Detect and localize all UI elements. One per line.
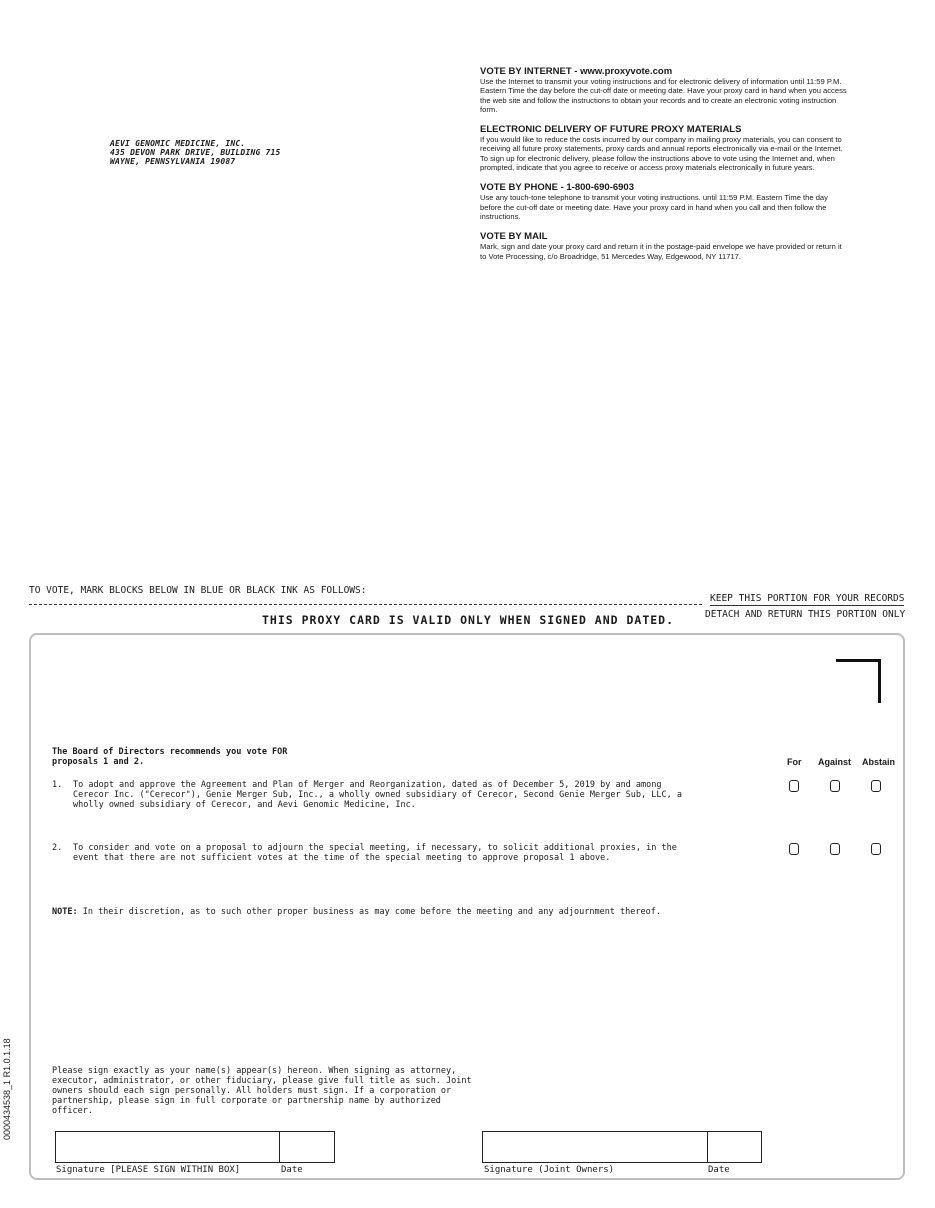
vote-by-mail-heading: VOTE BY MAIL <box>480 231 548 243</box>
electronic-delivery-heading: ELECTRONIC DELIVERY OF FUTURE PROXY MATERIALS <box>480 124 742 136</box>
proposal-1-for-checkbox[interactable] <box>789 780 799 792</box>
vote-by-phone-section <box>480 182 850 221</box>
vote-by-mail-section <box>480 231 850 261</box>
note-label: NOTE: <box>52 907 78 917</box>
document-code: 0000434538_1 R1.0.1.18 <box>2 1038 12 1140</box>
board-recommendation-line1: The Board of Directors recommends you vote FOR <box>52 747 288 757</box>
note-text: In their discretion, as to such other proper business as may come before the meeting and any adjournment thereof. <box>77 907 661 917</box>
electronic-delivery-section <box>480 124 850 172</box>
proposal-1-abstain-checkbox[interactable] <box>871 780 881 792</box>
signature-box[interactable] <box>55 1131 280 1163</box>
vote-by-phone-heading: VOTE BY PHONE - 1-800-690-6903 <box>480 182 635 194</box>
joint-signature-underline <box>482 1162 762 1163</box>
electronic-delivery-text: If you would like to reduce the costs incurred by our company in mailing proxy materials, you can consent to receiving all future proxy statements, proxy cards and annual reports electronically via e-mail or the Internet. To sign up for electronic delivery, please follow the instructions above to vote using the Internet and, when prompted, indicate that you agree to receive or access proxy materials electronically in future years. <box>480 135 843 173</box>
valid-notice: THIS PROXY CARD IS VALID ONLY WHEN SIGNED AND DATED. <box>262 613 675 627</box>
proposal-1-text: To adopt and approve the Agreement and Plan of Merger and Reorganization, dated as of December 5, 2019 by and among Cerecor Inc. ("Cerecor"), Genie Merger Sub, Inc., a wholly owned subsidiary of Cerecor, Second Genie Merger Sub, LLC, a wholly owned subsidiary of Cerecor, and Aevi Genomic Medicine, Inc. <box>73 780 682 810</box>
board-recommendation-line2: proposals 1 and 2. <box>52 756 145 767</box>
proposal-2 <box>52 843 692 863</box>
return-address <box>110 139 281 166</box>
address-city: WAYNE, PENNSYLVANIA 19087 <box>110 157 236 166</box>
vote-by-internet-section <box>480 66 850 114</box>
proposal-2-text: To consider and vote on a proposal to adjourn the special meeting, if necessary, to solicit additional proxies, in the event that there are not sufficient votes at the time of the special meeting to approve proposal 1 above. <box>73 843 677 863</box>
signature-label: Signature [PLEASE SIGN WITHIN BOX] <box>56 1165 241 1175</box>
keep-portion-label: KEEP THIS PORTION FOR YOUR RECORDS <box>710 593 905 604</box>
vote-instruction: TO VOTE, MARK BLOCKS BELOW IN BLUE OR BLACK INK AS FOLLOWS: <box>29 585 367 596</box>
proposal-1-number: 1. <box>52 780 63 790</box>
proposal-2-against-checkbox[interactable] <box>830 843 840 855</box>
date-label: Date <box>281 1165 303 1175</box>
address-street: 435 DEVON PARK DRIVE, BUILDING 715 <box>110 148 281 157</box>
column-for: For <box>787 757 802 767</box>
joint-signature-label: Signature (Joint Owners) <box>484 1165 615 1175</box>
column-abstain: Abstain <box>862 757 896 767</box>
detach-line <box>29 604 702 605</box>
signature-underline <box>55 1162 335 1163</box>
signing-instructions: Please sign exactly as your name(s) appear(s) hereon. When signing as attorney, executor, administrator, or other fiduciary, please give full title as such. Joint owners should each sign personally. All holders must sign. If a corporation or partnership, please sign in full corporate or partnership name by authorized officer. <box>52 1066 472 1116</box>
voting-instructions <box>480 66 850 271</box>
column-against: Against <box>818 757 852 767</box>
proposal-2-for-checkbox[interactable] <box>789 843 799 855</box>
proposal-1 <box>52 780 692 810</box>
joint-signature-box[interactable] <box>482 1131 708 1163</box>
proposal-2-abstain-checkbox[interactable] <box>871 843 881 855</box>
vote-by-phone-text: Use any touch-tone telephone to transmit your voting instructions. until 11:59 P.M. Eastern Time the day before the cut-off date or meeting date. Have your proxy card in hand when you call and then follow the instructions. <box>480 193 828 221</box>
board-recommendation <box>52 748 287 767</box>
vote-by-mail-text: Mark, sign and date your proxy card and return it in the postage-paid envelope we have provided or return it to Vote Processing, c/o Broadridge, 51 Mercedes Way, Edgewood, NY 11717. <box>480 242 842 261</box>
note <box>52 907 672 917</box>
date-box[interactable] <box>279 1131 335 1163</box>
detach-portion-label: DETACH AND RETURN THIS PORTION ONLY <box>705 609 906 620</box>
proposal-2-number: 2. <box>52 843 63 853</box>
corner-registration-mark <box>836 659 881 703</box>
joint-date-label: Date <box>708 1165 730 1175</box>
vote-by-internet-text: Use the Internet to transmit your voting instructions and for electronic delivery of information until 11:59 P.M. Eastern Time the day before the cut-off date or meeting date. Have your proxy card in hand when you access the web site and follow the instructions to obtain your records and to create an electronic voting instruction form. <box>480 77 847 114</box>
joint-date-box[interactable] <box>707 1131 762 1163</box>
vote-by-internet-heading: VOTE BY INTERNET - www.proxyvote.com <box>480 66 673 77</box>
company-name: AEVI GENOMIC MEDICINE, INC. <box>110 139 246 148</box>
proposal-1-against-checkbox[interactable] <box>830 780 840 792</box>
